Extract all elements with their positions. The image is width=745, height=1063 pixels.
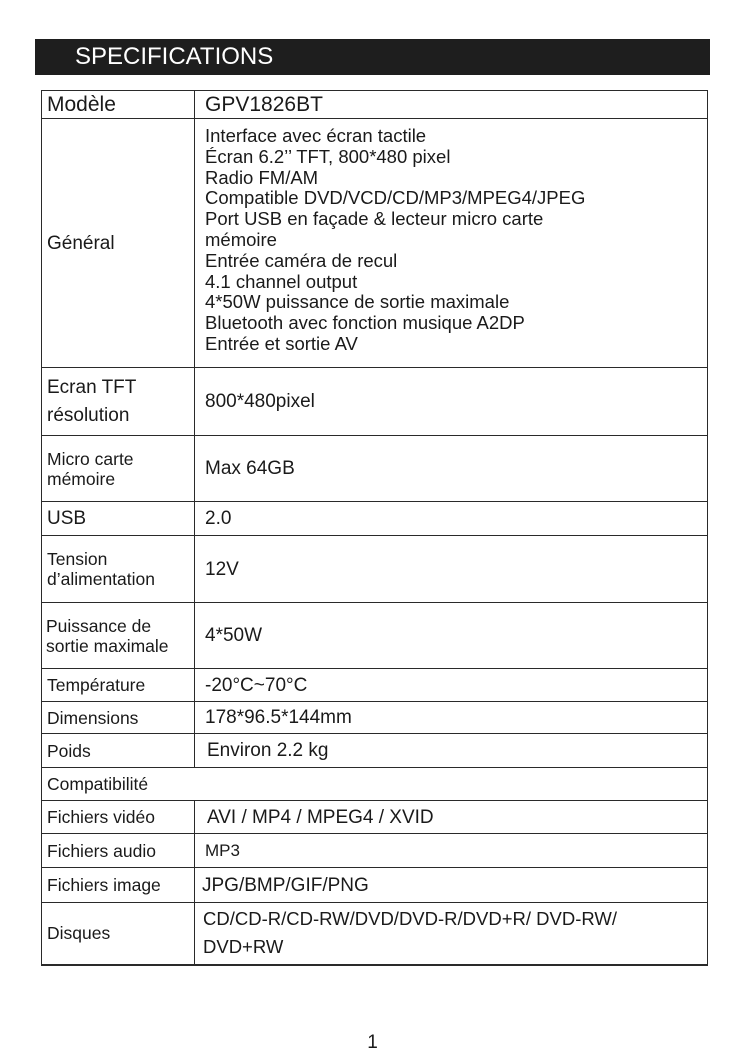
label-line: mémoire	[47, 468, 116, 489]
label-line: Tension	[47, 549, 108, 569]
list-item: Entrée et sortie AV	[205, 332, 358, 354]
spec-row-audio	[42, 834, 708, 868]
list-item: Écran 6.2’’ TFT, 800*480 pixel	[205, 145, 451, 167]
section-subheading: Compatibilité	[42, 768, 708, 801]
list-item: Entrée caméra de recul	[205, 249, 398, 271]
spec-value: AVI / MP4 / MPEG4 / XVID	[195, 801, 708, 834]
spec-value: Environ 2.2 kg	[195, 734, 708, 768]
spec-row-micro-sd	[42, 436, 708, 502]
list-item: Bluetooth avec fonction musique A2DP	[205, 312, 525, 334]
spec-value: GPV1826BT	[195, 91, 708, 119]
spec-label	[42, 436, 195, 502]
spec-value: JPG/BMP/GIF/PNG	[195, 868, 708, 903]
list-item: Radio FM/AM	[205, 166, 319, 188]
spec-row-general	[42, 119, 708, 368]
spec-value: 2.0	[195, 502, 708, 536]
list-item: Interface avec écran tactile	[205, 125, 427, 146]
spec-value: 4*50W	[195, 603, 708, 669]
spec-value: 178*96.5*144mm	[195, 702, 708, 734]
page-number: 1	[367, 1032, 378, 1053]
spec-row-voltage	[42, 536, 708, 603]
spec-label: Dimensions	[42, 702, 195, 734]
spec-value	[195, 903, 708, 965]
spec-label	[42, 603, 195, 669]
list-item: 4.1 channel output	[205, 270, 358, 292]
spec-label: Température	[42, 669, 195, 702]
spec-value: 800*480pixel	[195, 368, 708, 436]
label-line: résolution	[47, 404, 130, 426]
spec-label: Général	[42, 119, 195, 368]
spec-value: 12V	[195, 536, 708, 603]
value-line: DVD+RW	[203, 936, 284, 958]
spec-value-list	[195, 119, 708, 368]
spec-row-video	[42, 801, 708, 834]
spec-row-image	[42, 868, 708, 903]
spec-row-tft	[42, 368, 708, 436]
spec-label: USB	[42, 502, 195, 536]
spec-label: Fichiers audio	[42, 834, 195, 868]
spec-row-usb	[42, 502, 708, 536]
spec-value: Max 64GB	[195, 436, 708, 502]
spec-label: Modèle	[42, 91, 195, 119]
list-item: Compatible DVD/VCD/CD/MP3/MPEG4/JPEG	[205, 187, 586, 209]
section-title: SPECIFICATIONS	[75, 43, 274, 70]
list-item: Port USB en façade & lecteur micro carte	[205, 208, 544, 230]
spec-label	[42, 368, 195, 436]
spec-value: MP3	[195, 834, 708, 868]
spec-row-discs	[42, 903, 708, 965]
section-header-bar	[35, 39, 710, 75]
label-line: d’alimentation	[47, 569, 155, 589]
list-item: 4*50W puissance de sortie maximale	[205, 291, 510, 313]
spec-row-power	[42, 603, 708, 669]
list-item: mémoire	[205, 228, 277, 250]
label-line: Puissance de	[46, 615, 152, 636]
label-line: Micro carte	[47, 448, 134, 469]
spec-label: Poids	[42, 734, 195, 768]
spec-row-temperature	[42, 669, 708, 702]
spec-label: Disques	[42, 903, 195, 965]
spec-label: Fichiers vidéo	[42, 801, 195, 834]
spec-row-compatibility	[42, 768, 708, 801]
spec-label	[42, 536, 195, 603]
spec-row-dimensions	[42, 702, 708, 734]
spec-value: -20°C~70°C	[195, 669, 708, 702]
value-line: CD/CD-R/CD-RW/DVD/DVD-R/DVD+R/ DVD-RW/	[203, 908, 618, 930]
spec-label: Fichiers image	[42, 868, 195, 903]
specifications-table	[41, 90, 708, 966]
label-line: sortie maximale	[46, 635, 169, 656]
spec-row-model	[42, 91, 708, 119]
spec-row-weight	[42, 734, 708, 768]
label-line: Ecran TFT	[47, 376, 137, 398]
